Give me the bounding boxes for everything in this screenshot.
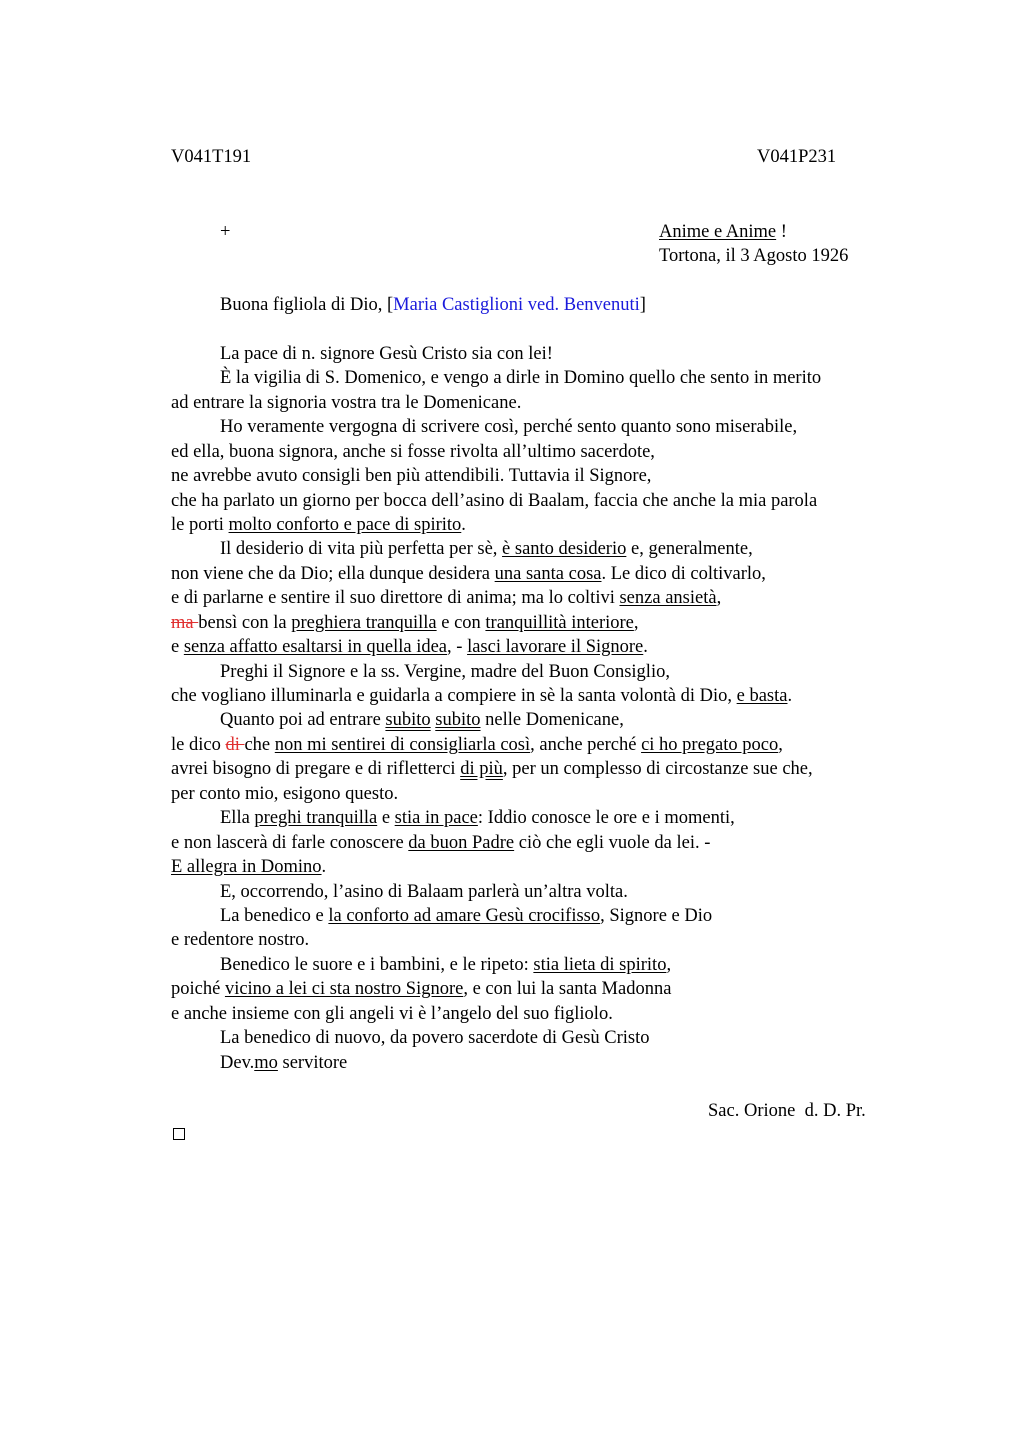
body-line-8: le porti molto conforto e pace di spirito. — [171, 515, 466, 535]
body-line-17: le dico di che non mi sentirei di consigliarla così, anche perché ci ho pregato poco, — [171, 735, 783, 755]
square-icon — [173, 1128, 185, 1140]
body-line-15: che vogliano illuminarla e guidarla a compiere in sè la santa volontà di Dio, e basta. — [171, 686, 793, 706]
salutation — [220, 293, 646, 317]
body-line-3: ad entrare la signoria vostra tra le Domenicane. — [171, 393, 522, 413]
bracket-close: ] — [639, 295, 646, 315]
body-line-11: e di parlarne e sentire il suo direttore di anima; ma lo coltivi senza ansietà, — [171, 588, 722, 608]
body-line-27: poiché vicino a lei ci sta nostro Signore, e con lui la santa Madonna — [171, 979, 672, 999]
body-line-14: Preghi il Signore e la ss. Vergine, madre del Buon Consiglio, — [220, 662, 670, 682]
body-line-21: e non lascerà di farle conoscere da buon Padre ciò che egli vuole da lei. - — [171, 833, 711, 853]
body-line-12: ma bensì con la preghiera tranquilla e con tranquillità interiore, — [171, 613, 639, 633]
body-line-19: per conto mio, esigono questo. — [171, 784, 399, 804]
salutation-text: Buona figliola di Dio, — [220, 295, 387, 315]
body-line-5: ed ella, buona signora, anche si fosse rivolta all’ultimo sacerdote, — [171, 442, 655, 462]
title-punct: ! — [776, 222, 787, 242]
body-line-26: Benedico le suore e i bambini, e le ripeto: stia lieta di spirito, — [220, 955, 672, 975]
body-line-13: e senza affatto esaltarsi in quella idea, - lasci lavorare il Signore. — [171, 637, 648, 657]
body-line-16: Quanto poi ad entrare subito subito nelle Domenicane, — [220, 710, 624, 730]
header-left-code: V041T191 — [171, 147, 252, 167]
body-line-4: Ho veramente vergogna di scrivere così, perché sento quanto sono miserabile, — [220, 417, 798, 437]
title-text: Anime e Anime — [659, 222, 777, 242]
body-line-20: Ella preghi tranquilla e stia in pace: Iddio conosce le ore e i momenti, — [220, 808, 735, 828]
body-line-22: E allegra in Domino. — [171, 857, 327, 877]
bracket-open: [ — [387, 295, 394, 315]
body-line-29: La benedico di nuovo, da povero sacerdote di Gesù Cristo — [220, 1028, 650, 1048]
body-line-23: E, occorrendo, l’asino di Balaam parlerà un’altra volta. — [220, 882, 628, 902]
deleted-word: di — [225, 735, 245, 755]
body-line-30: Dev.mo servitore — [220, 1053, 348, 1073]
body-line-1: La pace di n. signore Gesù Cristo sia con lei! — [220, 344, 553, 364]
header-right-code: V041P231 — [757, 147, 837, 167]
body-line-6: ne avrebbe avuto consigli ben più attendibili. Tuttavia il Signore, — [171, 466, 652, 486]
signature: Sac. Orione d. D. Pr. — [708, 1101, 866, 1121]
body-line-24: La benedico e la conforto ad amare Gesù crocifisso, Signore e Dio — [220, 906, 713, 926]
letter-title — [659, 220, 787, 244]
body-line-9: Il desiderio di vita più perfetta per sè, è santo desiderio e, generalmente, — [220, 539, 753, 559]
recipient-name: Maria Castiglioni ved. Benvenuti — [393, 295, 640, 315]
body-line-18: avrei bisogno di pregare e di rifletterci di più, per un complesso di circostanze sue che, — [171, 759, 813, 779]
body-line-25: e redentore nostro. — [171, 930, 310, 950]
cross-mark: + — [220, 222, 231, 242]
body-line-2: È la vigilia di S. Domenico, e vengo a dirle in Domino quello che sento in merito — [220, 368, 822, 388]
deleted-word: ma — [171, 613, 199, 633]
body-line-28: e anche insieme con gli angeli vi è l’angelo del suo figliolo. — [171, 1004, 613, 1024]
body-line-10: non viene che da Dio; ella dunque desidera una santa cosa. Le dico di coltivarlo, — [171, 564, 766, 584]
place-date: Tortona, il 3 Agosto 1926 — [659, 246, 849, 266]
body-line-7: che ha parlato un giorno per bocca dell’asino di Baalam, faccia che anche la mia parola — [171, 491, 818, 511]
